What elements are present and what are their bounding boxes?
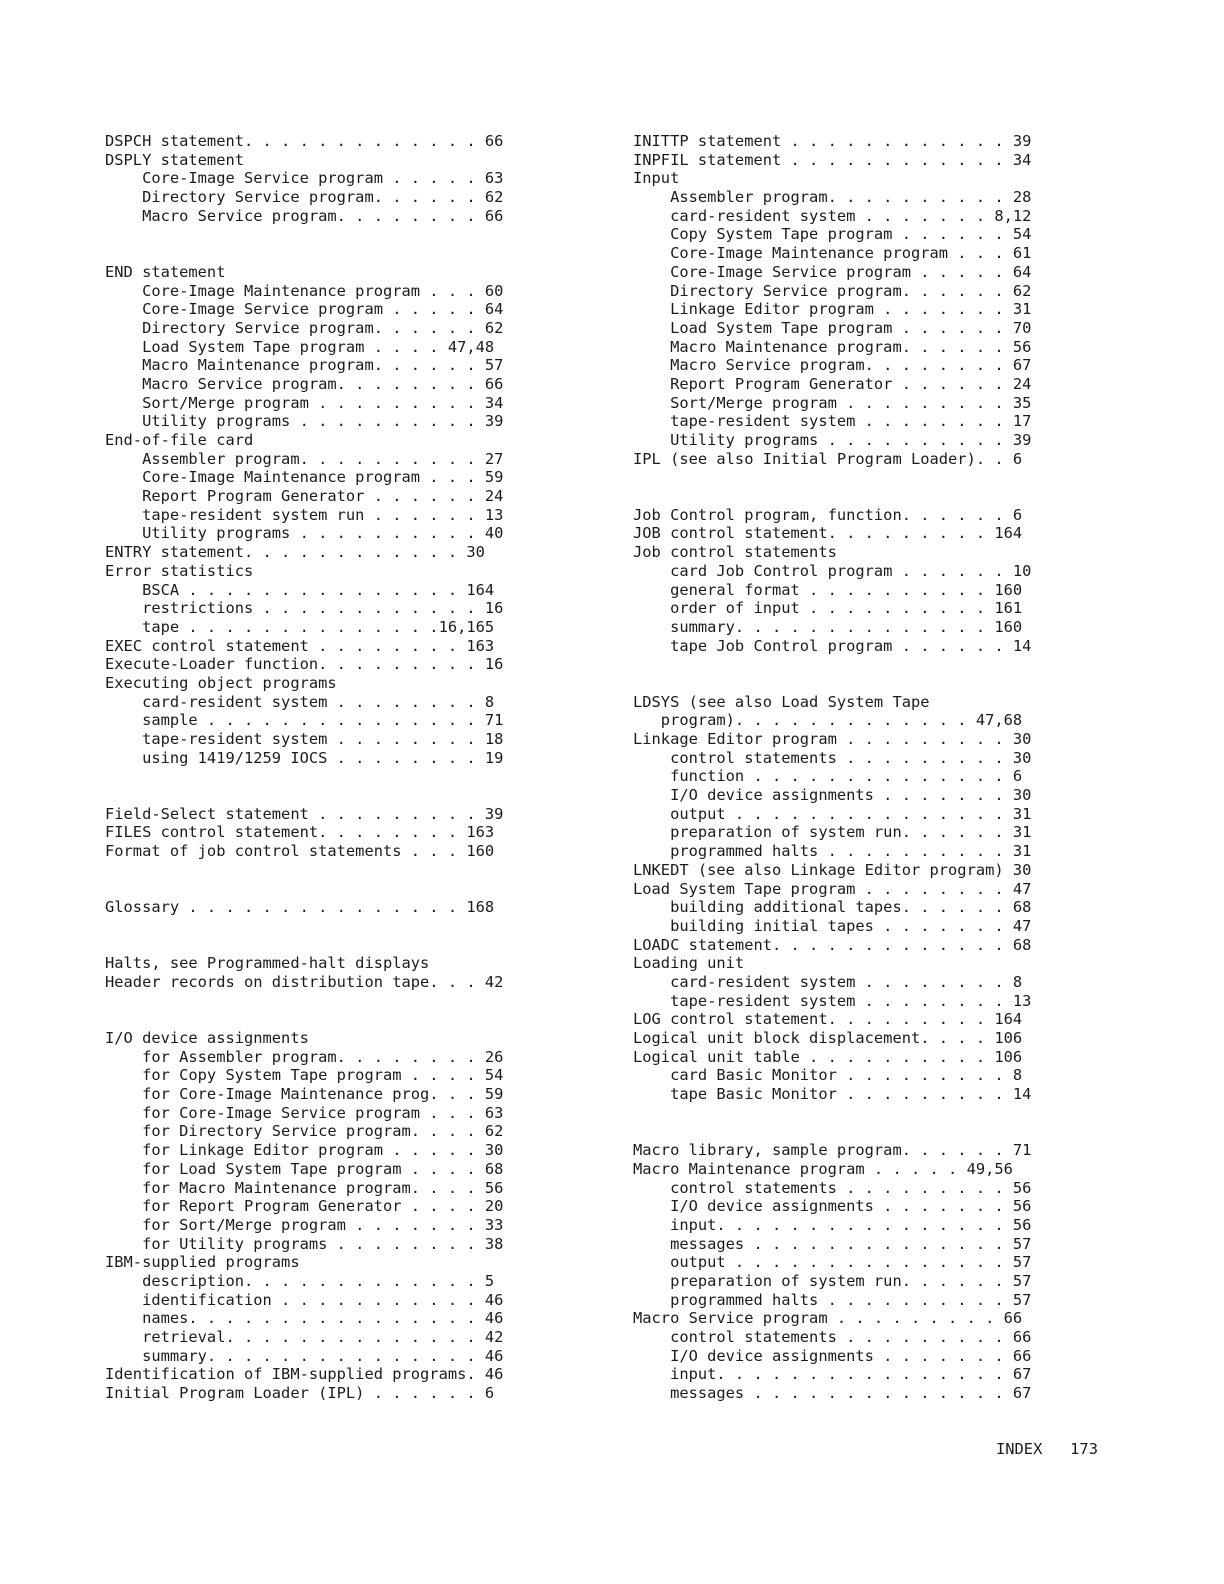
index-subentry: sample . . . . . . . . . . . . . . . 71 xyxy=(105,711,504,730)
index-entry: Field-Select statement . . . . . . . . . 39 xyxy=(105,804,504,823)
index-entry: INITTP statement . . . . . . . . . . . . 39 xyxy=(633,132,1032,150)
blank-spacer xyxy=(633,487,1129,506)
index-subentry: preparation of system run. . . . . . 31 xyxy=(633,823,1032,842)
index-subentry: Macro Service program. . . . . . . . 66 xyxy=(105,206,504,225)
index-entry: ENTRY statement. . . . . . . . . . . . 30 xyxy=(105,543,485,562)
index-entry: Header records on distribution tape. . . 42 xyxy=(105,972,504,991)
index-entry: Macro library, sample program. . . . . . 71 xyxy=(633,1141,1032,1160)
index-subentry: for Load System Tape program . . . . 68 xyxy=(105,1159,504,1178)
blank-spacer xyxy=(105,767,601,786)
index-subentry: Linkage Editor program . . . . . . . 31 xyxy=(633,300,1032,319)
index-entry: FILES control statement. . . . . . . . 163 xyxy=(105,823,495,842)
index-subentry: for Assembler program. . . . . . . . 26 xyxy=(105,1047,504,1066)
blank-spacer xyxy=(633,1122,1129,1141)
index-subentry: Sort/Merge program . . . . . . . . . 35 xyxy=(633,393,1032,412)
index-subentry: tape Basic Monitor . . . . . . . . . 14 xyxy=(633,1085,1032,1104)
index-subentry: Macro Service program. . . . . . . . 66 xyxy=(105,374,504,393)
index-subentry: programmed halts . . . . . . . . . . 31 xyxy=(633,842,1032,861)
index-subentry: output . . . . . . . . . . . . . . . 31 xyxy=(633,804,1032,823)
index-subentry: input. . . . . . . . . . . . . . . . 56 xyxy=(633,1215,1032,1234)
index-entry: Macro Service program . . . . . . . . . 66 xyxy=(633,1309,1023,1328)
index-subentry: Utility programs . . . . . . . . . . 39 xyxy=(633,431,1032,449)
index-entry: JOB control statement. . . . . . . . . 164 xyxy=(633,524,1023,543)
blank-spacer xyxy=(633,468,1129,487)
index-subentry: for Utility programs . . . . . . . . 38 xyxy=(105,1234,504,1253)
index-entry: LOADC statement. . . . . . . . . . . . . 68 xyxy=(633,935,1032,954)
index-subentry: control statements . . . . . . . . . 66 xyxy=(633,1328,1032,1346)
index-subentry: for Report Program Generator . . . . 20 xyxy=(105,1197,504,1216)
index-subentry: Load System Tape program . . . . 47,48 xyxy=(105,337,495,356)
index-subentry: names. . . . . . . . . . . . . . . . 46 xyxy=(105,1309,504,1328)
index-entry: Load System Tape program . . . . . . . . 47 xyxy=(633,879,1032,898)
index-subentry: Copy System Tape program . . . . . . 54 xyxy=(633,225,1032,244)
index-subentry: for Sort/Merge program . . . . . . . 33 xyxy=(105,1215,504,1234)
index-subentry: for Core-Image Maintenance prog. . . 59 xyxy=(105,1085,504,1104)
index-subentry: Report Program Generator . . . . . . 24 xyxy=(105,487,504,506)
index-column-right xyxy=(633,132,1129,1403)
index-subentry: for Copy System Tape program . . . . 54 xyxy=(105,1066,504,1085)
blank-spacer xyxy=(105,880,601,899)
index-entry: Execute-Loader function. . . . . . . . . 16 xyxy=(105,655,504,674)
index-column-left xyxy=(105,132,601,1403)
index-entry: IPL (see also Initial Program Loader). . 6 xyxy=(633,449,1023,468)
index-subentry: input. . . . . . . . . . . . . . . . 67 xyxy=(633,1365,1032,1384)
blank-spacer xyxy=(105,225,601,244)
index-entry: Error statistics xyxy=(105,561,254,580)
index-entry: EXEC control statement . . . . . . . . 163 xyxy=(105,636,495,655)
index-entry: End-of-file card xyxy=(105,431,254,449)
index-subentry: tape-resident system . . . . . . . . 13 xyxy=(633,991,1032,1010)
index-entry: Linkage Editor program . . . . . . . . . 30 xyxy=(633,730,1032,748)
index-subentry: Core-Image Service program . . . . . 64 xyxy=(633,262,1032,281)
index-entry: I/O device assignments xyxy=(105,1029,309,1047)
index-subentry: building initial tapes . . . . . . . 47 xyxy=(633,916,1032,935)
blank-spacer xyxy=(105,244,601,263)
index-subentry: Core-Image Service program . . . . . 64 xyxy=(105,300,504,319)
blank-spacer xyxy=(105,992,601,1011)
index-entry: DSPLY statement xyxy=(105,150,244,169)
index-subentry: Assembler program. . . . . . . . . . 28 xyxy=(633,188,1032,207)
index-subentry: Load System Tape program . . . . . . 70 xyxy=(633,318,1032,337)
index-entry: Logical unit block displacement. . . . 106 xyxy=(633,1029,1023,1047)
index-subentry: tape-resident system . . . . . . . . 18 xyxy=(105,730,504,748)
index-entry: Loading unit xyxy=(633,954,745,973)
index-subentry: for Directory Service program. . . . 62 xyxy=(105,1122,504,1141)
index-subentry: description. . . . . . . . . . . . . 5 xyxy=(105,1271,495,1290)
index-subentry: Report Program Generator . . . . . . 24 xyxy=(633,374,1032,393)
index-subentry: Macro Service program. . . . . . . . 67 xyxy=(633,356,1032,375)
index-subentry: for Macro Maintenance program. . . . 56 xyxy=(105,1178,504,1197)
index-entry: Job Control program, function. . . . . . 6 xyxy=(633,505,1023,524)
index-entry: Initial Program Loader (IPL) . . . . . . 6 xyxy=(105,1384,495,1403)
blank-spacer xyxy=(633,674,1129,693)
index-subentry: Directory Service program. . . . . . 62 xyxy=(105,318,504,337)
index-subentry: card Basic Monitor . . . . . . . . . 8 xyxy=(633,1066,1023,1085)
index-subentry: Directory Service program. . . . . . 62 xyxy=(105,188,504,207)
index-subentry: BSCA . . . . . . . . . . . . . . . 164 xyxy=(105,580,495,599)
index-subentry: using 1419/1259 IOCS . . . . . . . . 19 xyxy=(105,748,504,767)
index-subentry: retrieval. . . . . . . . . . . . . . 42 xyxy=(105,1328,504,1346)
index-subentry: control statements . . . . . . . . . 30 xyxy=(633,748,1032,767)
blank-spacer xyxy=(633,1104,1129,1123)
index-entry: Macro Maintenance program . . . . . 49,56 xyxy=(633,1159,1013,1178)
index-entry: DSPCH statement. . . . . . . . . . . . . 66 xyxy=(105,132,504,150)
index-subentry: Core-Image Service program . . . . . 63 xyxy=(105,169,504,188)
index-subentry: tape . . . . . . . . . . . . . .16,165 xyxy=(105,617,495,636)
index-subentry: Core-Image Maintenance program . . . 60 xyxy=(105,281,504,300)
page-number: 173 xyxy=(1070,1440,1098,1458)
index-subentry: messages . . . . . . . . . . . . . . 57 xyxy=(633,1234,1032,1253)
index-subentry: programmed halts . . . . . . . . . . 57 xyxy=(633,1290,1032,1309)
index-entry: LDSYS (see also Load System Tape xyxy=(633,692,930,711)
index-subentry: for Linkage Editor program . . . . . 30 xyxy=(105,1141,504,1160)
index-subentry: Utility programs . . . . . . . . . . 39 xyxy=(105,412,504,431)
index-subentry: output . . . . . . . . . . . . . . . 57 xyxy=(633,1253,1032,1272)
index-entry: Format of job control statements . . . 160 xyxy=(105,842,495,861)
index-subentry: Core-Image Maintenance program . . . 59 xyxy=(105,468,504,487)
index-subentry: Macro Maintenance program. . . . . . 56 xyxy=(633,337,1032,356)
index-subentry: I/O device assignments . . . . . . . 30 xyxy=(633,786,1032,805)
index-subentry: I/O device assignments . . . . . . . 66 xyxy=(633,1346,1032,1365)
page-footer xyxy=(996,1440,1126,1458)
index-subentry: for Core-Image Service program . . . 63 xyxy=(105,1103,504,1122)
index-subentry: card-resident system . . . . . . . 8,12 xyxy=(633,206,1032,225)
index-subentry: Macro Maintenance program. . . . . . 57 xyxy=(105,356,504,375)
index-subentry: card Job Control program . . . . . . 10 xyxy=(633,561,1032,580)
index-subentry: tape-resident system run . . . . . . 13 xyxy=(105,505,504,524)
index-entry: Input xyxy=(633,169,680,188)
index-subentry: identification . . . . . . . . . . . 46 xyxy=(105,1290,504,1309)
blank-spacer xyxy=(105,786,601,805)
index-entry: Halts, see Programmed-halt displays xyxy=(105,954,430,973)
index-subentry: Sort/Merge program . . . . . . . . . 34 xyxy=(105,393,504,412)
index-entry: Job control statements xyxy=(633,543,837,562)
index-entry: Identification of IBM-supplied programs. 46 xyxy=(105,1365,504,1384)
index-entry: LNKEDT (see also Linkage Editor program) 30 xyxy=(633,860,1032,879)
index-subentry: Directory Service program. . . . . . 62 xyxy=(633,281,1032,300)
index-entry: Logical unit table . . . . . . . . . . 106 xyxy=(633,1047,1023,1066)
index-subentry: preparation of system run. . . . . . 57 xyxy=(633,1271,1032,1290)
index-subentry: general format . . . . . . . . . . 160 xyxy=(633,580,1023,599)
index-entry: LOG control statement. . . . . . . . . 164 xyxy=(633,1010,1023,1029)
index-subentry: Assembler program. . . . . . . . . . 27 xyxy=(105,449,504,468)
index-subentry: messages . . . . . . . . . . . . . . 67 xyxy=(633,1384,1032,1403)
index-subentry: card-resident system . . . . . . . . 8 xyxy=(105,692,495,711)
blank-spacer xyxy=(105,1010,601,1029)
index-subentry: Core-Image Maintenance program . . . 61 xyxy=(633,244,1032,263)
blank-spacer xyxy=(633,655,1129,674)
index-entry: IBM-supplied programs xyxy=(105,1253,300,1272)
blank-spacer xyxy=(105,936,601,955)
index-entry: INPFIL statement . . . . . . . . . . . . 34 xyxy=(633,150,1032,169)
index-subentry: summary. . . . . . . . . . . . . . 160 xyxy=(633,617,1023,636)
index-subentry: tape Job Control program . . . . . . 14 xyxy=(633,636,1032,655)
index-subentry: building additional tapes. . . . . . 68 xyxy=(633,898,1032,917)
index-subentry: card-resident system . . . . . . . . 8 xyxy=(633,972,1023,991)
index-subentry: I/O device assignments . . . . . . . 56 xyxy=(633,1197,1032,1216)
index-subentry: program). . . . . . . . . . . . . 47,68 xyxy=(633,711,1023,730)
index-subentry: order of input . . . . . . . . . . 161 xyxy=(633,599,1023,618)
index-subentry: Utility programs . . . . . . . . . . 40 xyxy=(105,524,504,543)
index-entry: Glossary . . . . . . . . . . . . . . . 168 xyxy=(105,898,495,917)
blank-spacer xyxy=(105,917,601,936)
footer-section-label: INDEX xyxy=(996,1440,1043,1458)
index-entry: END statement xyxy=(105,262,226,281)
index-subentry: control statements . . . . . . . . . 56 xyxy=(633,1178,1032,1197)
index-subentry: tape-resident system . . . . . . . . 17 xyxy=(633,412,1032,431)
index-subentry: summary. . . . . . . . . . . . . . . 46 xyxy=(105,1346,504,1365)
index-subentry: function . . . . . . . . . . . . . . 6 xyxy=(633,767,1023,786)
index-subentry: restrictions . . . . . . . . . . . . 16 xyxy=(105,599,504,618)
index-entry: Executing object programs xyxy=(105,673,337,692)
blank-spacer xyxy=(105,861,601,880)
